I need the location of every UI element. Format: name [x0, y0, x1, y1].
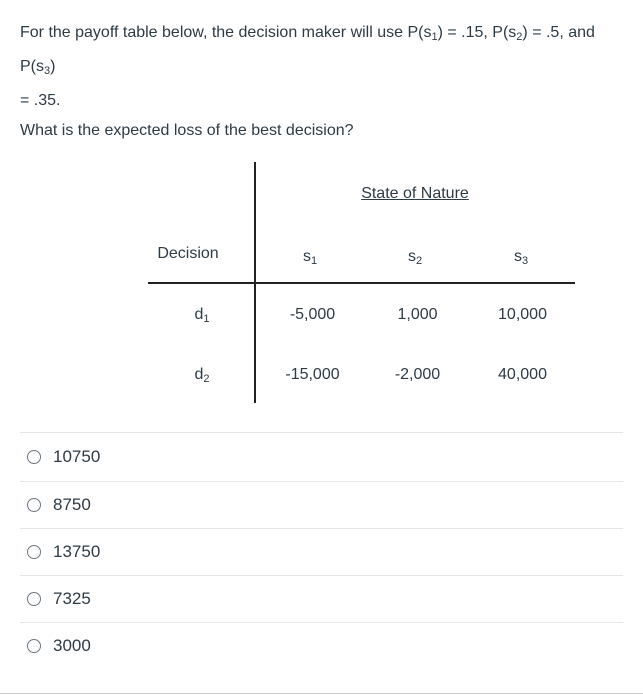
- state-header-s2: $s_2$: [407, 248, 423, 267]
- answer-options: [20, 432, 623, 669]
- state-header-s1: $s_1$: [302, 248, 318, 267]
- payoff-d1-s3: 10,000: [498, 306, 547, 323]
- radio-button[interactable]: [27, 639, 41, 653]
- payoff-d1-s1: -5,000: [289, 306, 336, 323]
- decision-d1-label: $d_1$: [194, 306, 210, 325]
- table-horizontal-divider: [148, 282, 575, 284]
- answer-option[interactable]: [20, 432, 623, 481]
- answer-label: 8750: [53, 495, 91, 514]
- state-header-s3: $s_3$: [513, 248, 529, 267]
- answer-option[interactable]: [20, 622, 623, 669]
- answer-label: 7325: [53, 589, 91, 608]
- decision-d2-label: $d_2$: [194, 366, 210, 385]
- question-line-3: What is the expected loss of the best decision?: [20, 122, 354, 139]
- answer-label: 3000: [53, 636, 91, 655]
- question-text: [20, 18, 625, 146]
- payoff-d2-s2: -2,000: [394, 366, 441, 383]
- answer-label: 10750: [53, 447, 101, 466]
- bottom-divider: [0, 693, 643, 694]
- radio-button[interactable]: [27, 592, 41, 606]
- decision-header: Decision: [157, 245, 219, 262]
- payoff-d2-s3: 40,000: [498, 366, 547, 383]
- state-of-nature-header: State of Nature: [361, 185, 469, 202]
- answer-label: 13750: [53, 542, 101, 561]
- answer-option[interactable]: [20, 481, 623, 528]
- payoff-d2-s1: -15,000: [285, 366, 340, 383]
- radio-button[interactable]: [27, 545, 41, 559]
- question-line-1: For the payoff table below, the decision maker will use $P(s_1) = .15$, $P(s_2) = .5$, and $P(s_3)$: [20, 24, 595, 77]
- radio-button[interactable]: [27, 450, 41, 464]
- radio-button[interactable]: [27, 498, 41, 512]
- payoff-d1-s2: 1,000: [397, 306, 438, 323]
- question-line-2: = .35.: [20, 92, 61, 109]
- answer-option[interactable]: [20, 575, 623, 622]
- answer-option[interactable]: [20, 528, 623, 575]
